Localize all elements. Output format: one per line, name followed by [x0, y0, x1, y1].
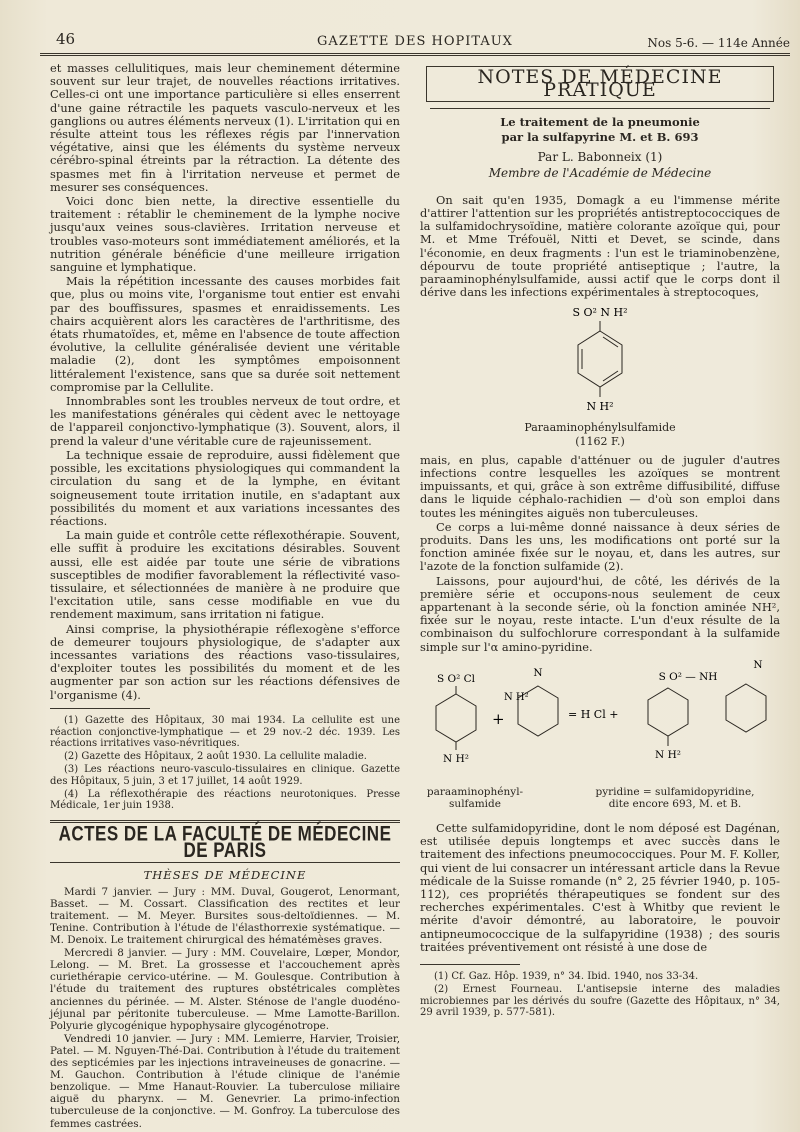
body-paragraph: Mais la répétition incessante des causes morbides fait que, plus ou moins vite, l'organisme tout entier est envahi par des bouffissures, spasmes et enraidissements. Les chairs acquièrent alors les caractères de l'arthritisme, des états rhumatoïdes, et, même en l'absence de toute affection évolutive, la cellulite généralisée devient une véritable maladie (2), dont les symptômes empoisonnent littéralement l'existence, sans que sa durée soit nettement compromise par la Cellulite.: [50, 274, 400, 394]
thesis-day-entry: Mardi 7 janvier. — Jury : MM. Duval, Gougerot, Lenormant, Basset. — M. Cossart. Classification des rectites et leur traitement. — M. Meyer. Bursites sous-deltoïdiennes. — M. Tenine. Contribution à l'étude de l'élasthorrexie systématique. — M. Denoix. Le traitement chirurgical des hématémèses graves.: [50, 885, 400, 947]
footnote: (3) Les réactions neuro-vasculo-tissulaires en clinique. Gazette des Hôpitaux, 5 juin, 3 et 17 juillet, 14 août 1929.: [50, 763, 400, 787]
eq-right-bottom: N H²: [655, 748, 681, 761]
footnote: (1) Gazette des Hôpitaux, 30 mai 1934. La cellulite est une réaction conjonctive-lymphatique — et 29 nov.-2 déc. 1939. Les réactions irritatives vaso-névritiques.: [50, 714, 400, 750]
rubric-title: NOTES DE MÉDECINE PRATIQUE: [426, 66, 774, 102]
body-paragraph: Innombrables sont les troubles nerveux de tout ordre, et les manifestations générales qui cèdent avec le nettoyage de l'appareil conjonctivo-lymphatique (3). Souvent, alors, il prend la valeur d'une véritable cure de rajeunissement.: [50, 394, 400, 448]
body-paragraph: Voici donc bien nette, la directive essentielle du traitement : rétablir le cheminement de la lymphe nocive jusqu'aux veines sous-clavières. Irritation nerveuse et troubles vaso-moteurs sont immédiatement améliorés, et la nutrition générale bénéficie d'une meilleure irrigation sanguine et lymphatique.: [50, 194, 400, 275]
article-title: [420, 115, 780, 145]
body-paragraph: La technique essaie de reproduire, aussi fidèlement que possible, les excitations physiologiques qui commandent la circulation du sang et de la lymphe, en évitant soigneusement toute irritation inutile, en s'adaptant aux possibilités du moment et aux variations incessantes des réactions.: [50, 447, 400, 528]
chem-substituent-top: S O² N H²: [572, 306, 628, 320]
article-title-line: Le traitement de la pneumonie: [500, 115, 700, 130]
issue-number: Nos 5-6. — 114e Année: [647, 36, 790, 50]
eq-plus: +: [492, 709, 505, 728]
article-title-line: par la sulfapyrine M. et B. 693: [501, 130, 699, 145]
body-paragraph: On sait qu'en 1935, Domagk a eu l'immense mérite d'attirer l'attention sur les propriétés antistreptococciques de la sulfamidochrysoïdine, matière colorante azoïque qui, pour M. et Mme Tréfouël, Nitti et Devet, se scinde, dans l'économie, en deux fragments : l'un est le triaminobenzène, dépourvu de toute propriété antiseptique ; l'autre, la paraaminophénylsulfamide, aussi actif que le corps dont il dérive dans les infections expérimentales à streptocoques,: [420, 192, 780, 300]
journal-title: GAZETTE DES HOPITAUX: [317, 34, 513, 49]
reaction-diagram: [420, 660, 780, 780]
body-paragraph: et masses cellulitiques, mais leur cheminement détermine souvent sur leur trajet, de nouvelles réactions irritatives. Celles-ci ont une importance particulière si elles enserrent d'une gaine rétractile les paquets vasculo-nerveux et les ganglions ou autres éléments nerveux (1). L'irritation qui en résulte atteint tous les réflexes régis par l'innervation végétative, ainsi que les éléments du système nerveux cérébro-spinal étreints par la rétraction. La détente des spasmes met fin à l'irritation nerveuse et permet de mesurer ses conséquences.: [50, 61, 400, 194]
eq-left-name: [420, 786, 530, 810]
eq-mid-top: N: [533, 666, 543, 679]
thesis-day-entry: Mercredi 8 janvier. — Jury : MM. Couvelaire, Lœper, Mondor, Lelong. — M. Bret. La grossesse et l'accouchement après curiethérapie cervico-utérine. — M. Goulesque. Contribution à l'étude du traitement des ruptures obstétricales complètes anciennes du périnée. — M. Alster. Sténose de l'angle duodéno-jéjunal par péritonite tuberculeuse. — Mme Lamotte-Barillon. Polyurie glycogénique hypophysaire glycogénotrope.: [50, 947, 400, 1032]
eq-right-name-line: pyridine = sulfamidopyridine,: [595, 785, 755, 798]
rubric-divider: [430, 108, 770, 109]
running-header: [40, 30, 790, 56]
right-column: [420, 62, 780, 1020]
thesis-day-entry: Vendredi 10 janvier. — Jury : MM. Lemierre, Harvier, Troisier, Patel. — M. Nguyen-Thé-Dai. Contribution à l'étude du traitement des septicémies par les injections intraveineuses de gonacrine. — M. Gauchon. Contribution à l'étude clinique de l'anémie benzolique. — Mme Hanaut-Rouvier. La tuberculose miliaire aiguë du pharynx. — M. Genevrier. La primo-infection tuberculeuse de la conjonctive. — M. Gonfroy. La tuberculose des femmes castrées.: [50, 1032, 400, 1130]
eq-right-top: S O² — NH: [658, 670, 718, 683]
left-footnotes: [50, 715, 400, 812]
body-paragraph: Ainsi comprise, la physiothérapie réflexogène s'efforce de demeurer toujours physiologique, de s'adapter aux incessantes variations des réactions vaso-tissulaires, d'exploiter toutes les possibilités du moment et de les augmenter par son action sur les réactions défensives de l'organisme (4).: [50, 621, 400, 702]
chem-equation: [420, 660, 780, 780]
eq-equals: = H Cl +: [568, 707, 619, 721]
chem-code: (1162 F.): [575, 434, 625, 448]
faculty-section-title: ACTES DE LA FACULTÉ DE MÉDECINE DE PARIS: [58, 822, 392, 863]
footnote: (4) La réflexothérapie des réactions neurotoniques. Presse Médicale, 1er juin 1938.: [50, 788, 400, 812]
chem-name: Paraaminophénylsulfamide: [524, 421, 676, 435]
theses-title: THÈSES DE MÉDECINE: [143, 867, 307, 882]
eq-left-top: S O² Cl: [436, 672, 476, 685]
footnote: (1) Cf. Gaz. Hôp. 1939, n° 34. Ibid. 1940, nos 33-34.: [434, 970, 699, 982]
body-paragraph: Laissons, pour aujourd'hui, de côté, les dérivés de la première série et occupons-nous seulement de ceux appartenant à la seconde série, où la fonction aminée NH², fixée sur le noyau, reste intacte. L'un d'eux résulte de la combinaison du sulfochlorure correspondant à la sulfamide simple sur l'α amino-pyridine.: [420, 573, 780, 654]
chem-substituent-bottom: N H²: [586, 400, 614, 414]
eq-right-name-line: dite encore 693, M. et B.: [608, 797, 742, 810]
body-paragraph: Cette sulfamidopyridine, dont le nom déposé est Dagénan, est utilisée depuis longtemps et avec succès dans le traitement des infections pneumococciques. Pour M. F. Koller, qui vient de lui consacrer un intéressant article dans la Revue médicale de la Suisse romande (n° 2, 25 février 1940, p. 105-112), ces propriétés thérapeutiques se fondent sur des recherches expérimentales. C'est à Whitby que revient le mérite d'avoir démontré, au laboratoire, le pouvoir antipneumococcique de la sulfapyridine (1938) ; des souris traitées préventivement ont résisté à une dose de: [420, 820, 780, 954]
eq-left-name-line: sulfamide: [449, 797, 501, 810]
author-byline: Par L. Babonneix (1): [537, 150, 663, 165]
footnote-divider: [50, 708, 150, 709]
left-column: [50, 62, 400, 1131]
benzene-ring-diagram: [420, 305, 780, 415]
eq-right-name: [570, 786, 780, 810]
footnote: (2) Gazette des Hôpitaux, 2 août 1930. La cellulite maladie.: [64, 751, 367, 763]
footnote-divider: [420, 964, 520, 965]
theses-list: [50, 886, 400, 1130]
eq-mid-nh2: N H²: [504, 691, 529, 703]
chem-structure-sulfanilamide: [420, 305, 780, 415]
body-paragraph: La main guide et contrôle cette réflexothérapie. Souvent, elle suffit à produire les excitations désirables. Souvent aussi, elle est aidée par toute une série de vibrations susceptibles de modifier favorablement la réflectivité vaso-tissulaire, et sélectionnées de manière à ne produire que l'excitation utile, sans cesse modifiable en vue du rendement maximum, sans irritation ni fatigue.: [50, 528, 400, 622]
eq-left-bottom: N H²: [443, 752, 469, 765]
eq-right-n: N: [753, 659, 763, 671]
body-paragraph: mais, en plus, capable d'atténuer ou de juguler d'autres infections contre lesquelles les azoïques se montrent impuissants, et qui, grâce à son extrême diffusibilité, diffuse dans le liquide céphalo-rachidien — d'où son emploi dans toutes les méningites aiguës non tuberculeuses.: [420, 452, 780, 520]
body-paragraph: Ce corps a lui-même donné naissance à deux séries de produits. Dans les uns, les modifications ont porté sur la fonction aminée fixée sur le noyau, et, dans les autres, sur l'azote de la fonction sulfamide (2).: [420, 519, 780, 574]
page-number: 46: [56, 30, 76, 48]
author-role: Membre de l'Académie de Médecine: [488, 165, 712, 180]
eq-left-name-line: paraaminophényl-: [426, 785, 524, 798]
footnote: (2) Ernest Fourneau. L'antisepsie interne des maladies microbiennes par les dérivés du soufre (Gazette des Hôpitaux, n° 34, 29 avril 1939, p. 577-581).: [420, 983, 780, 1019]
eq-labels: [420, 786, 780, 814]
right-footnotes: [420, 971, 780, 1019]
